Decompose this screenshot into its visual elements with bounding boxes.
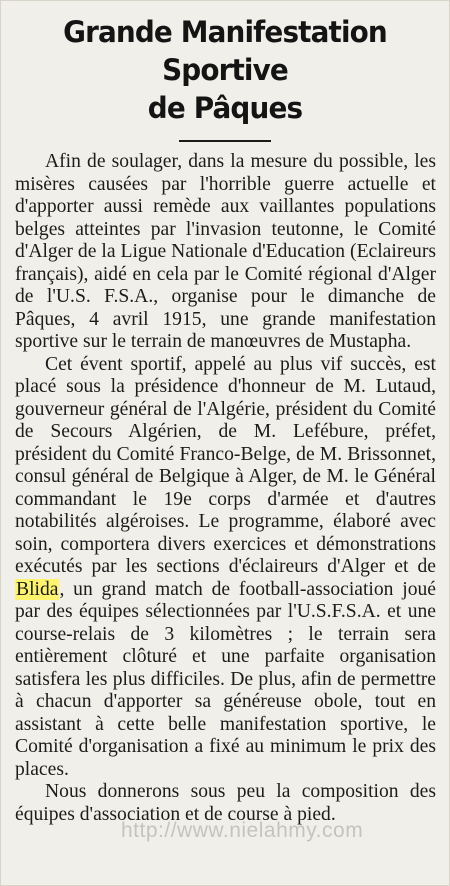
headline-line-1: Grande Manifestation Sportive [63,15,387,87]
headline-divider [179,140,271,142]
headline-line-2: de Pâques [147,91,303,125]
site-watermark: http://www.nielahmy.com [121,819,364,842]
article-paragraph-2 [15,354,436,782]
article-paragraph-3: Nous donnerons sous peu la composition des équipes d'association et de course à pied. [15,781,436,825]
paragraph-2-text-before: Cet évent sportif, appelé au plus vif succès, est placé sous la présidence d'honneur de M. Lutaud, gouverneur général de l'Algérie, président du Comité de Secours Algérien, de M. Lefébure, préfet, président du Comité Franco-Belge, de M. Brissonnet, consul général de Belgique à Alger, de M. le Général commandant le 19e corps d'armée et d'autres notabilités algéroises. Le programme, élaboré avec soin, comportera divers exercices et démonstrations exécutés par les sections d'éclaireurs d'Alger et de [15,353,436,577]
highlighted-word-blida: Blida [16,578,59,600]
article-paragraph-1: Afin de soulager, dans la mesure du possible, les misères causées par l'horrible guerre actuelle et d'apporter aussi remède aux vaillantes populations belges atteintes par l'invasion teutonne, le Comité d'Alger de la Ligue Nationale d'Education (Eclaireurs français), aidé en cela par le Comité régional d'Alger de l'U.S. F.S.A., organise pour le dimanche de Pâques, 4 avril 1915, une grande manifestation sportive sur le terrain de manœuvres de Mustapha. [15,151,436,352]
article-headline [16,13,435,127]
article-body [15,151,436,826]
paragraph-2-text-after: , un grand match de football-association joué par des équipes sélectionnées par l'U.S.F.S.A. et une course-relais de 3 kilomètres ; le terrain sera entièrement clôturé et une parfaite organisation satisfera les plus difficiles. De plus, afin de permettre à chacun d'apporter sa généreuse obole, tout en assistant à cette belle manifestation sportive, le Comité d'organisation a fixé au minimum le prix des places. [15,578,436,780]
